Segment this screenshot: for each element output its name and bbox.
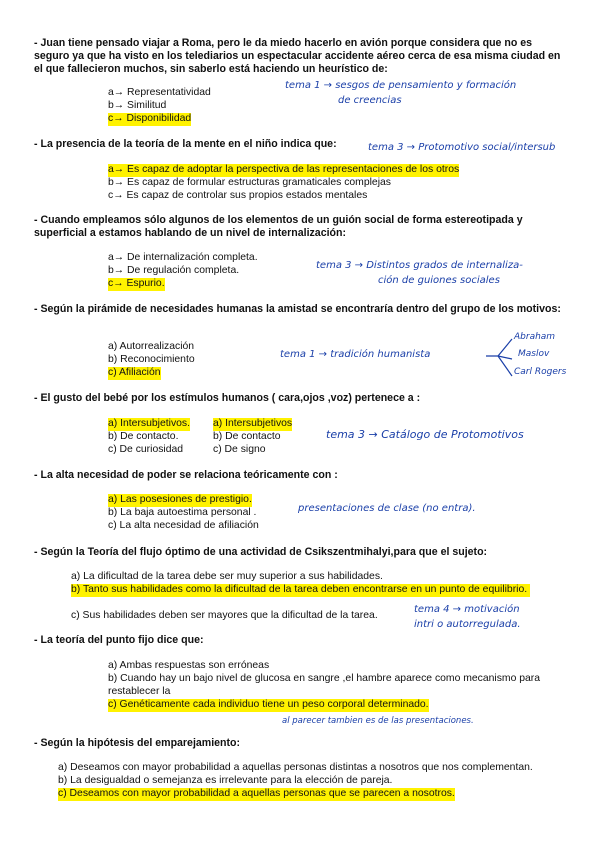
q5-option-c-alt: c) De signo: [213, 444, 266, 455]
q3-option-c: c→ Espurio.: [108, 278, 165, 289]
q2-option-c: c→ Es capaz de controlar sus propios estados mentales: [108, 190, 368, 201]
question-2: - La presencia de la teoría de la mente en el niño indica que:: [34, 138, 337, 150]
q5-option-b: b) De contacto.: [108, 431, 179, 442]
q3-option-a: a→ De internalización completa.: [108, 252, 258, 263]
q3-option-b: b→ De regulación completa.: [108, 265, 240, 276]
question-6: - La alta necesidad de poder se relaciona teóricamente con :: [34, 469, 338, 481]
q5-note: tema 3 → Catálogo de Protomotivos: [326, 428, 524, 441]
q8-note: al parecer tambien es de las presentaciones.: [282, 716, 474, 726]
q3-note-line2: ción de guiones sociales: [378, 275, 500, 286]
q7-option-b: b) Tanto sus habilidades como la dificultad de la tarea deben encontrarse en un punto de equilibrio.: [71, 584, 530, 597]
q1-note-line2: de creencias: [338, 95, 402, 106]
q4-option-c: c) Afiliación: [108, 367, 161, 378]
q4-option-a: a) Autorrealización: [108, 341, 195, 352]
question-5: - El gusto del bebé por los estímulos humanos ( cara,ojos ,voz) pertenece a :: [34, 392, 421, 404]
q2-note: tema 3 → Protomotivo social/intersub: [368, 142, 556, 153]
q5-option-a: a) Intersubjetivos.: [108, 418, 191, 429]
q1-option-a: a→ Representatividad: [108, 87, 211, 98]
q7-option-c: c) Sus habilidades deben ser mayores que la dificultad de la tarea.: [71, 610, 378, 621]
q3-note-line1: tema 3 → Distintos grados de internaliza-: [316, 260, 523, 271]
q5-option-c: c) De curiosidad: [108, 444, 184, 455]
question-3: - Cuando empleamos sólo algunos de los elementos de un guión social de forma estereotipada y superficial a estamos hablando de un nivel de internalización:: [34, 214, 523, 239]
question-4: - Según la pirámide de necesidades humanas la amistad se encontraría dentro del grupo de los motivos:: [34, 303, 561, 315]
brace-icon: [482, 336, 516, 380]
q6-option-a: a) Las posesiones de prestigio.: [108, 494, 252, 505]
q7-option-a: a) La dificultad de la tarea debe ser muy superior a sus habilidades.: [71, 571, 383, 582]
question-1: - Juan tiene pensado viajar a Roma, pero le da miedo hacerlo en avión porque considera que no es seguro ya que ha visto en los telediarios un espectacular accidente aéreo cerca de esa misma ciudad en el que fallecieron muchos, sin saberlo está haciendo un heurístico de:: [34, 37, 561, 75]
q1-note-line1: tema 1 → sesgos de pensamiento y formación: [285, 80, 517, 91]
q8-option-b: b) Cuando hay un bajo nivel de glucosa en sangre ,el hambre aparece como mecanismo para restablecer la: [108, 673, 541, 697]
q8-option-a: a) Ambas respuestas son erróneas: [108, 660, 270, 671]
q1-option-b: b→ Similitud: [108, 100, 167, 111]
q4-note-main: tema 1 → tradición humanista: [280, 349, 431, 360]
question-8: - La teoría del punto fijo dice que:: [34, 634, 204, 646]
q5-option-b-alt: b) De contacto: [213, 431, 281, 442]
q6-option-b: b) La baja autoestima personal .: [108, 507, 257, 518]
q4-note-name1: Abraham: [514, 332, 556, 342]
q2-option-a: a→ Es capaz de adoptar la perspectiva de las representaciones de los otros: [108, 164, 460, 175]
q2-option-b: b→ Es capaz de formular estructuras gramaticales complejas: [108, 177, 391, 188]
q1-option-c: c→ Disponibilidad: [108, 113, 192, 124]
q9-option-b: b) La desigualdad o semejanza es irrelevante para la elección de pareja.: [58, 775, 393, 786]
question-9: - Según la hipótesis del emparejamiento:: [34, 737, 241, 749]
q5-option-a-alt: a) Intersubjetivos: [213, 418, 293, 429]
q9-option-c: c) Deseamos con mayor probabilidad a aquellas personas que se parecen a nosotros.: [58, 788, 455, 799]
q4-note-name3: Carl Rogers: [514, 367, 567, 377]
q6-note: presentaciones de clase (no entra).: [298, 503, 476, 514]
q6-option-c: c) La alta necesidad de afiliación: [108, 520, 259, 531]
q7-note-line1: tema 4 → motivación: [414, 604, 520, 615]
q9-option-a: a) Deseamos con mayor probabilidad a aquellas personas distintas a nosotros que nos complementan.: [58, 762, 533, 773]
q7-note-line2: intri o autorregulada.: [414, 619, 521, 630]
q8-option-c: c) Genéticamente cada individuo tiene un peso corporal determinado.: [108, 699, 429, 710]
q4-note-name2: Maslov: [518, 349, 550, 359]
q4-option-b: b) Reconocimiento: [108, 354, 195, 365]
question-7: - Según la Teoría del flujo óptimo de una actividad de Csikszentmihalyi,para que el sujeto:: [34, 546, 488, 558]
